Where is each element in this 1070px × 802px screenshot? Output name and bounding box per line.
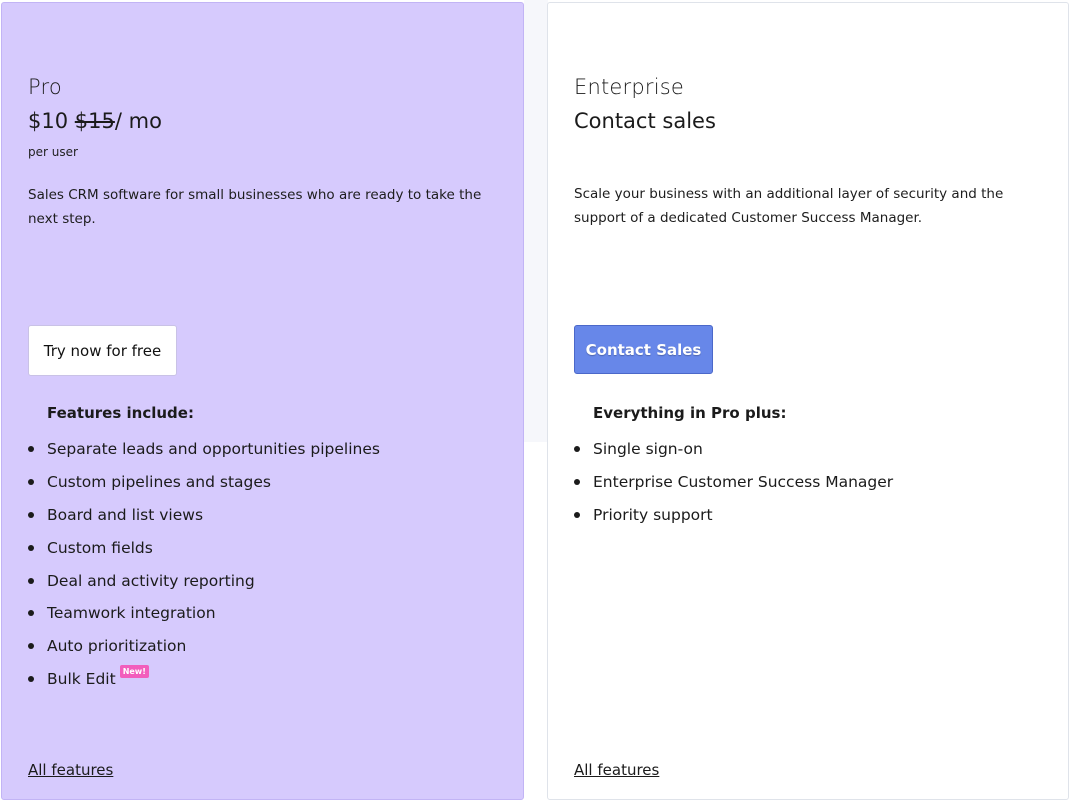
contact-sales-button[interactable]: Contact Sales: [574, 325, 713, 374]
list-item: [574, 433, 893, 466]
bullet-icon: [28, 479, 34, 485]
price-current: $10: [28, 109, 69, 133]
pricing-card-enterprise: [547, 2, 1069, 800]
plan-name: Enterprise: [574, 75, 685, 99]
list-item: [28, 663, 380, 696]
bullet-icon: [28, 610, 34, 616]
feature-label: Priority support: [593, 505, 713, 524]
bullet-icon: [574, 446, 580, 452]
list-item: [28, 630, 380, 663]
list-item: [28, 433, 380, 466]
bullet-icon: [28, 512, 34, 518]
price-original: $15: [74, 109, 115, 133]
pricing-card-pro: [1, 2, 524, 800]
plan-description: Sales CRM software for small businesses who are ready to take the next step.: [28, 187, 482, 227]
feature-list: [574, 433, 893, 531]
feature-label: Teamwork integration: [47, 604, 216, 623]
bullet-icon: [28, 578, 34, 584]
list-item: [28, 531, 380, 564]
plan-description: Scale your business with an additional layer of security and the support of a dedicated Customer Success Manager.: [574, 186, 1004, 226]
background-strip: [524, 0, 548, 442]
plan-price: [28, 109, 162, 133]
features-heading: Everything in Pro plus:: [593, 404, 787, 422]
bullet-icon: [574, 479, 580, 485]
feature-label: Separate leads and opportunities pipelines: [47, 440, 380, 459]
bullet-icon: [28, 676, 34, 682]
feature-label: Deal and activity reporting: [47, 571, 255, 590]
list-item: [574, 466, 893, 499]
try-now-button[interactable]: Try now for free: [28, 325, 177, 376]
features-heading: Features include:: [47, 404, 194, 422]
all-features-link[interactable]: All features: [574, 761, 660, 779]
list-item: [28, 499, 380, 532]
list-item: [28, 466, 380, 499]
list-item: [574, 499, 893, 532]
feature-label: Bulk Edit: [47, 669, 116, 688]
feature-label: Custom pipelines and stages: [47, 473, 271, 492]
feature-label: Enterprise Customer Success Manager: [593, 473, 894, 492]
feature-label: Single sign-on: [593, 440, 703, 459]
feature-label: Board and list views: [47, 505, 204, 524]
price-note: per user: [28, 145, 78, 159]
new-badge: New!: [120, 665, 149, 678]
all-features-link[interactable]: All features: [28, 761, 114, 779]
bullet-icon: [28, 643, 34, 649]
plan-name: Pro: [28, 75, 62, 99]
price-period: / mo: [114, 109, 162, 133]
feature-list: [28, 433, 380, 695]
list-item: [28, 564, 380, 597]
bullet-icon: [28, 545, 34, 551]
feature-label: Custom fields: [47, 538, 153, 557]
list-item: [28, 597, 380, 630]
feature-label: Auto prioritization: [47, 637, 187, 656]
plan-price: Contact sales: [574, 109, 716, 133]
bullet-icon: [28, 446, 34, 452]
bullet-icon: [574, 512, 580, 518]
